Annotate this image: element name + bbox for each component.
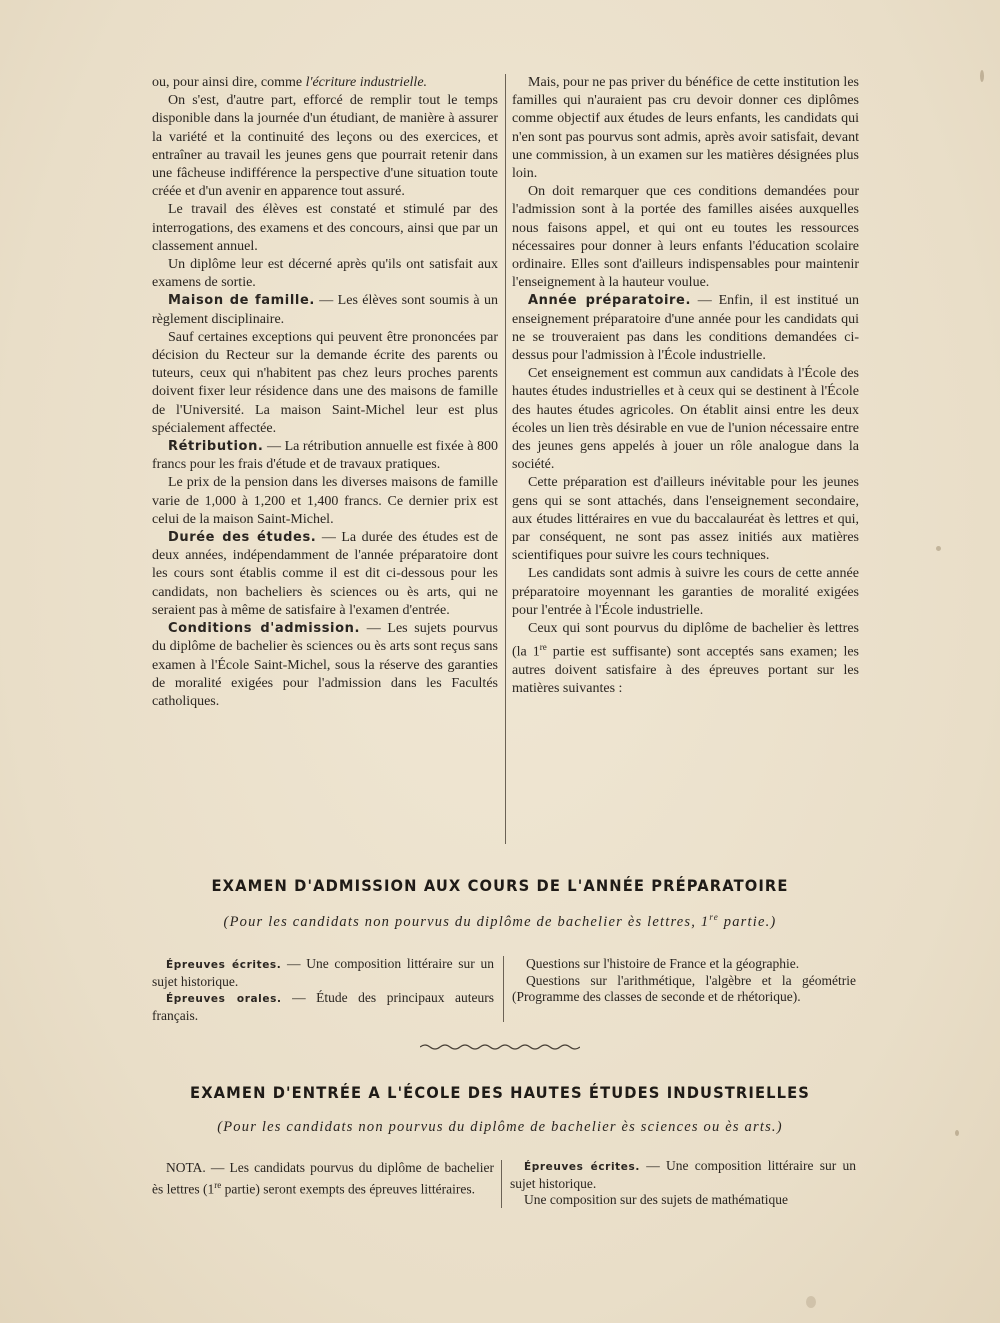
section2-right-column [510,1158,856,1209]
paragraph: Le travail des élèves est constaté et stimulé par des interrogations, des examens et des concours, ainsi que par un classement annuel. [152,202,498,254]
paragraph [152,956,494,990]
text-run: partie) seront exempts des épreuves littéraires. [221,1181,476,1196]
text-run: partie.) [718,913,777,930]
paragraph [152,438,498,474]
text-run: partie est suffisante) sont acceptés sans examen; les autres doivent satisfaire à des épreuves portant sur les matières suivantes : [512,644,859,697]
paragraph: On doit remarquer que ces conditions demandées pour l'admission sont à la portée des familles aisées auxquelles nous faisons appel, et qui ont eu toutes les ressources nécessaires pour donner à leurs enfants l'éducation scolaire ordinaire. Elles sont d'ailleurs indispensables pour maintenir l'enseignement à la hauteur voulue. [512,184,859,291]
paragraph: Cet enseignement est commun aux candidats à l'École des hautes études industrielles et à ceux qui se destinent à l'École des hautes études agricoles. On établit ainsi entre les deux écoles un lien très désirable en vue de l'union nécessaire entre des jeunes gens appelés à jouer un rôle analogue dans la société. [512,366,859,473]
paragraph: Mais, pour ne pas priver du bénéfice de cette institution les familles qui n'auraient pas cru devoir donner ces diplômes comme objectif aux études de leurs enfants, les candidats qui n'en sont pas pourvus sont admis, après avoir satisfait, devant une commission, à un examen sur les matières désignées plus loin. [512,75,859,182]
wavy-ornament [420,1042,580,1052]
paragraph: Questions sur l'arithmétique, l'algèbre et la géométrie (Programme des classes de seconde et de rhétorique). [512,972,856,1004]
paragraph [152,620,498,711]
runin-heading-ecrites-2: Épreuves écrites. [524,1161,640,1173]
superscript: re [709,912,719,922]
paragraph [510,1158,856,1192]
section2-left-column [152,1160,494,1198]
runin-heading-orales: Épreuves orales. [166,993,282,1005]
paragraph [152,990,494,1024]
text-run: — Les sujets pourvus du diplôme de bachelier ès sciences ou ès arts sont reçus sans examen à l'École Saint-Michel, sous la réserve des garanties de moralité exigées pour l'admission dans les Facultés catholiques. [152,621,498,709]
section1-right-column [512,956,856,1006]
text-run: — Une composition littéraire sur un sujet historique. [510,1158,856,1191]
section1-left-column [152,956,494,1024]
paragraph [152,1160,494,1198]
text-run: Ceux qui sont pourvus du diplôme de bachelier ès lettres (la 1 [512,621,859,660]
paragraph [152,529,498,620]
paper-speck [955,1130,959,1136]
section-subtitle-entrance-exam: (Pour les candidats non pourvus du diplôme de bachelier ès sciences ou ès arts.) [217,1119,783,1135]
paragraph [152,74,498,92]
runin-heading-conditions: Conditions d'admission. [168,621,361,637]
text-run: — Les élèves sont soumis à un règlement disciplinaire. [152,293,498,327]
right-text-column [512,74,859,699]
paper-speck [980,70,984,82]
text-run: NOTA. — Les candidats pourvus du diplôme de bachelier ès lettres (1 [152,1160,494,1196]
paragraph [512,292,859,365]
runin-heading-maison: Maison de famille. [168,293,315,309]
paragraph: Cette préparation est d'ailleurs inévitable pour les jeunes gens qui se sont attachés, dans l'enseignement secondaire, aux études littéraires en vue du baccalauréat ès lettres et qui, par conséquent, ne sont pas assez initiés aux matières scientifiques pour suivre les cours techniques. [512,475,859,564]
text-run: — La rétribution annuelle est fixée à 800 francs pour les frais d'étude et de travaux pratiques. [152,439,498,473]
text-run: — La durée des études est de deux années, indépendamment de l'année préparatoire dont les cours sont établis comme il est dit ci-dessous pour les candidats, non bacheliers ès sciences ou ès arts, qui ne seraient pas à même de satisfaire à l'examen d'entrée. [152,530,498,618]
section-subtitle-preparatory-exam [0,912,1000,931]
paragraph: Sauf certaines exceptions qui peuvent être prononcées par décision du Recteur sur la demande écrite des parents ou tuteurs, ceux qui n'habitent pas chez leurs proches parents doivent fixer leur résidence dans une des maisons de famille de l'Université. La maison Saint-Michel leur est plus spécialement affectée. [152,329,498,436]
paragraph [512,620,859,698]
text-run: ou, pour ainsi dire, comme [152,75,306,90]
paragraph: Un diplôme leur est décerné après qu'ils ont satisfait aux examens de sortie. [152,257,498,291]
paragraph: Le prix de la pension dans les diverses maisons de famille varie de 1,000 à 1,200 et 1,400 francs. Ce dernier prix est celui de la maison Saint-Michel. [152,475,498,527]
text-run: (Pour les candidats non pourvus du diplôme de bachelier ès lettres, 1 [223,913,710,930]
paragraph: Une composition sur des sujets de mathématique [524,1192,788,1207]
superscript: re [214,1179,222,1190]
runin-heading-retribution: Rétribution. [168,439,264,455]
text-run: — Une composition littéraire sur un sujet historique. [152,956,494,989]
left-text-column [152,74,498,711]
section-title-preparatory-exam: EXAMEN D'ADMISSION AUX COURS DE L'ANNÉE PRÉPARATOIRE [211,876,789,895]
paragraph: On s'est, d'autre part, efforcé de remplir tout le temps disponible dans la journée d'un étudiant, de manière à assurer la variété et la continuité des leçons ou des exercices, et entraîner au travail les jeunes gens que pourrait retenir dans une fâcheuse indifférence la perspective d'une situation toute créée et d'un avenir en apparence tout assuré. [152,93,498,200]
text-run: — Enfin, il est institué un enseignement préparatoire d'une année pour les candidats qui ne se trouveraient pas dans les conditions demandées ci-dessus pour l'admission à l'École industrielle. [512,293,859,364]
paragraph: Questions sur l'histoire de France et la géographie. [526,956,800,971]
column-divider [501,1160,502,1208]
paragraph [152,292,498,328]
column-divider [503,956,504,1022]
italic-text: l'écriture industrielle. [305,75,428,90]
paper-speck [936,546,941,551]
superscript: re [539,642,547,653]
section-title-entrance-exam: EXAMEN D'ENTRÉE A L'ÉCOLE DES HAUTES ÉTUDES INDUSTRIELLES [190,1083,810,1102]
runin-heading-duree: Durée des études. [168,530,317,546]
runin-heading-ecrites: Épreuves écrites. [166,959,282,971]
text-run: — Étude des principaux auteurs français. [152,990,494,1023]
runin-heading-annee: Année préparatoire. [528,293,691,309]
paper-speck [806,1296,816,1308]
paragraph: Les candidats sont admis à suivre les cours de cette année préparatoire moyennant les garanties de moralité exigées pour l'entrée à l'École industrielle. [512,566,859,618]
column-divider [505,74,506,844]
